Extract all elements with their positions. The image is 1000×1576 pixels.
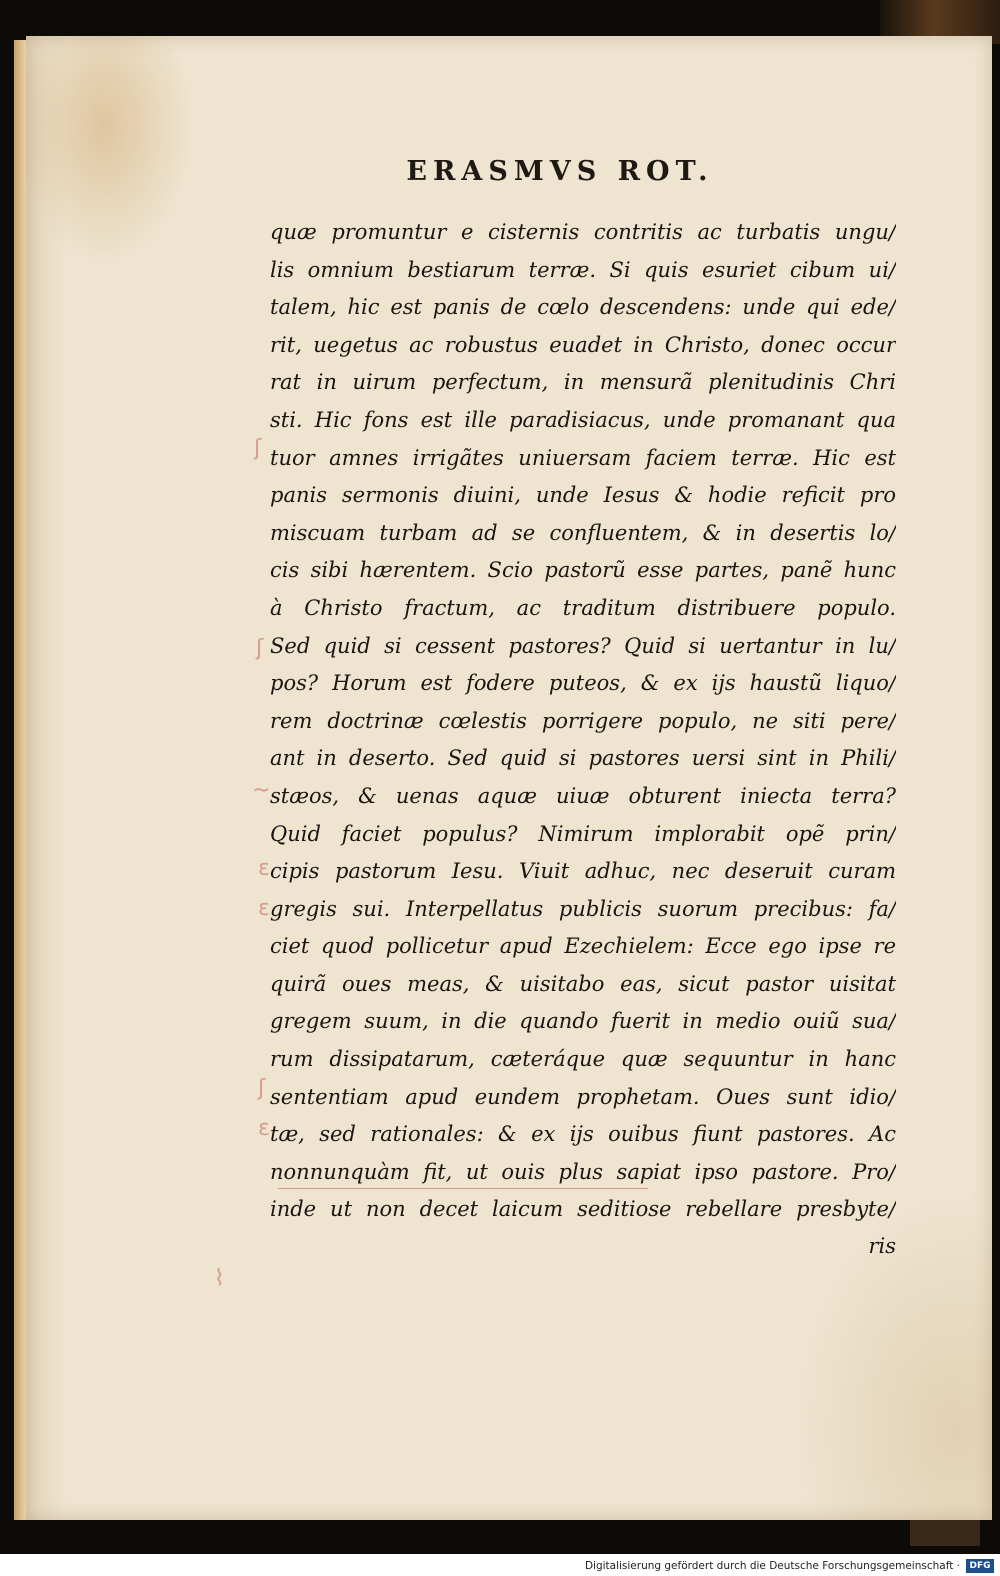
text-line: Quid faciet populus? Nimirum implorabit opẽ prin/ bbox=[270, 821, 896, 846]
text-line: sti. Hic fons est ille paradisiacus, unde promanant qua bbox=[270, 407, 896, 432]
book-page bbox=[26, 36, 992, 1520]
text-line: miscuam turbam ad se confluentem, & in desertis lo/ bbox=[270, 520, 896, 545]
text-line: rum dissipatarum, cæteráque quæ sequuntur in hanc bbox=[270, 1047, 896, 1072]
text-line: sententiam apud eundem prophetam. Oues sunt idio/ bbox=[270, 1084, 896, 1109]
text-line: tuor amnes irrigãtes uniuersam faciem terræ. Hic est bbox=[270, 445, 896, 470]
text-line: Sed quid si cessent pastores? Quid si uertantur in lu/ bbox=[270, 633, 896, 658]
margin-annotation-mark: ⌇ bbox=[214, 1266, 225, 1291]
text-line: quirã oues meas, & uisitabo eas, sicut pastor uisitat bbox=[270, 971, 896, 996]
running-head: ERASMVS ROT. bbox=[406, 156, 714, 187]
margin-annotation-mark: ʃ bbox=[254, 436, 262, 461]
text-line: rem doctrinæ cœlestis porrigere populo, ne siti pere/ bbox=[270, 708, 896, 733]
text-line: rat in uirum perfectum, in mensurã plenitudinis Chri bbox=[270, 370, 896, 395]
text-line: tæ, sed rationales: & ex ijs ouibus fiunt pastores. Ac bbox=[270, 1122, 896, 1147]
text-line: talem, hic est panis de cœlo descendens: unde qui ede/ bbox=[270, 295, 896, 320]
footer-bar bbox=[0, 1554, 1000, 1576]
text-line: inde ut non decet laicum seditiose rebellare presbyte/ bbox=[270, 1197, 896, 1222]
handwritten-underline bbox=[278, 1188, 648, 1189]
footer-credit: Digitalisierung gefördert durch die Deutsche Forschungsgemeinschaft · bbox=[584, 1560, 960, 1572]
margin-annotation-mark: ɛ bbox=[258, 896, 270, 921]
text-line: cipis pastorum Iesu. Viuit adhuc, nec deseruit curam bbox=[270, 859, 896, 884]
dfg-logo: DFG bbox=[966, 1559, 994, 1573]
text-line: lis omnium bestiarum terræ. Si quis esuriet cibum ui/ bbox=[270, 257, 896, 282]
text-line: ciet quod pollicetur apud Ezechielem: Ecce ego ipse re bbox=[270, 934, 896, 959]
margin-annotation-mark: ʃ bbox=[256, 636, 264, 661]
text-line: à Christo fractum, ac traditum distribuere populo. bbox=[270, 595, 896, 620]
body-text bbox=[270, 214, 896, 1229]
text-line: stæos, & uenas aquæ uiuæ obturent iniecta terra? bbox=[270, 783, 896, 808]
text-line: ant in deserto. Sed quid si pastores uersi sint in Phili/ bbox=[270, 746, 896, 771]
text-line: rit, uegetus ac robustus euadet in Christo, donec occur bbox=[270, 332, 896, 357]
text-line: panis sermonis diuini, unde Iesus & hodie reficit pro bbox=[270, 483, 896, 508]
text-line: pos? Horum est fodere puteos, & ex ijs haustũ liquo/ bbox=[270, 671, 896, 696]
text-line: cis sibi hærentem. Scio pastorũ esse partes, panẽ hunc bbox=[270, 558, 896, 583]
catchword: ris bbox=[868, 1234, 896, 1258]
text-line: quæ promuntur e cisternis contritis ac turbatis ungu/ bbox=[270, 220, 896, 244]
text-line: gregis sui. Interpellatus publicis suorum precibus: fa/ bbox=[270, 896, 896, 921]
margin-annotation-mark: ʃ bbox=[258, 1076, 266, 1101]
margin-annotation-mark: ~ bbox=[252, 778, 271, 803]
text-line: nonnunquàm fit, ut ouis plus sapiat ipso pastore. Pro/ bbox=[270, 1159, 896, 1184]
margin-annotation-mark: ɛ bbox=[258, 856, 270, 881]
text-line: gregem suum, in die quando fuerit in medio ouiũ sua/ bbox=[270, 1009, 896, 1034]
margin-annotation-mark: ɛ bbox=[258, 1116, 270, 1141]
